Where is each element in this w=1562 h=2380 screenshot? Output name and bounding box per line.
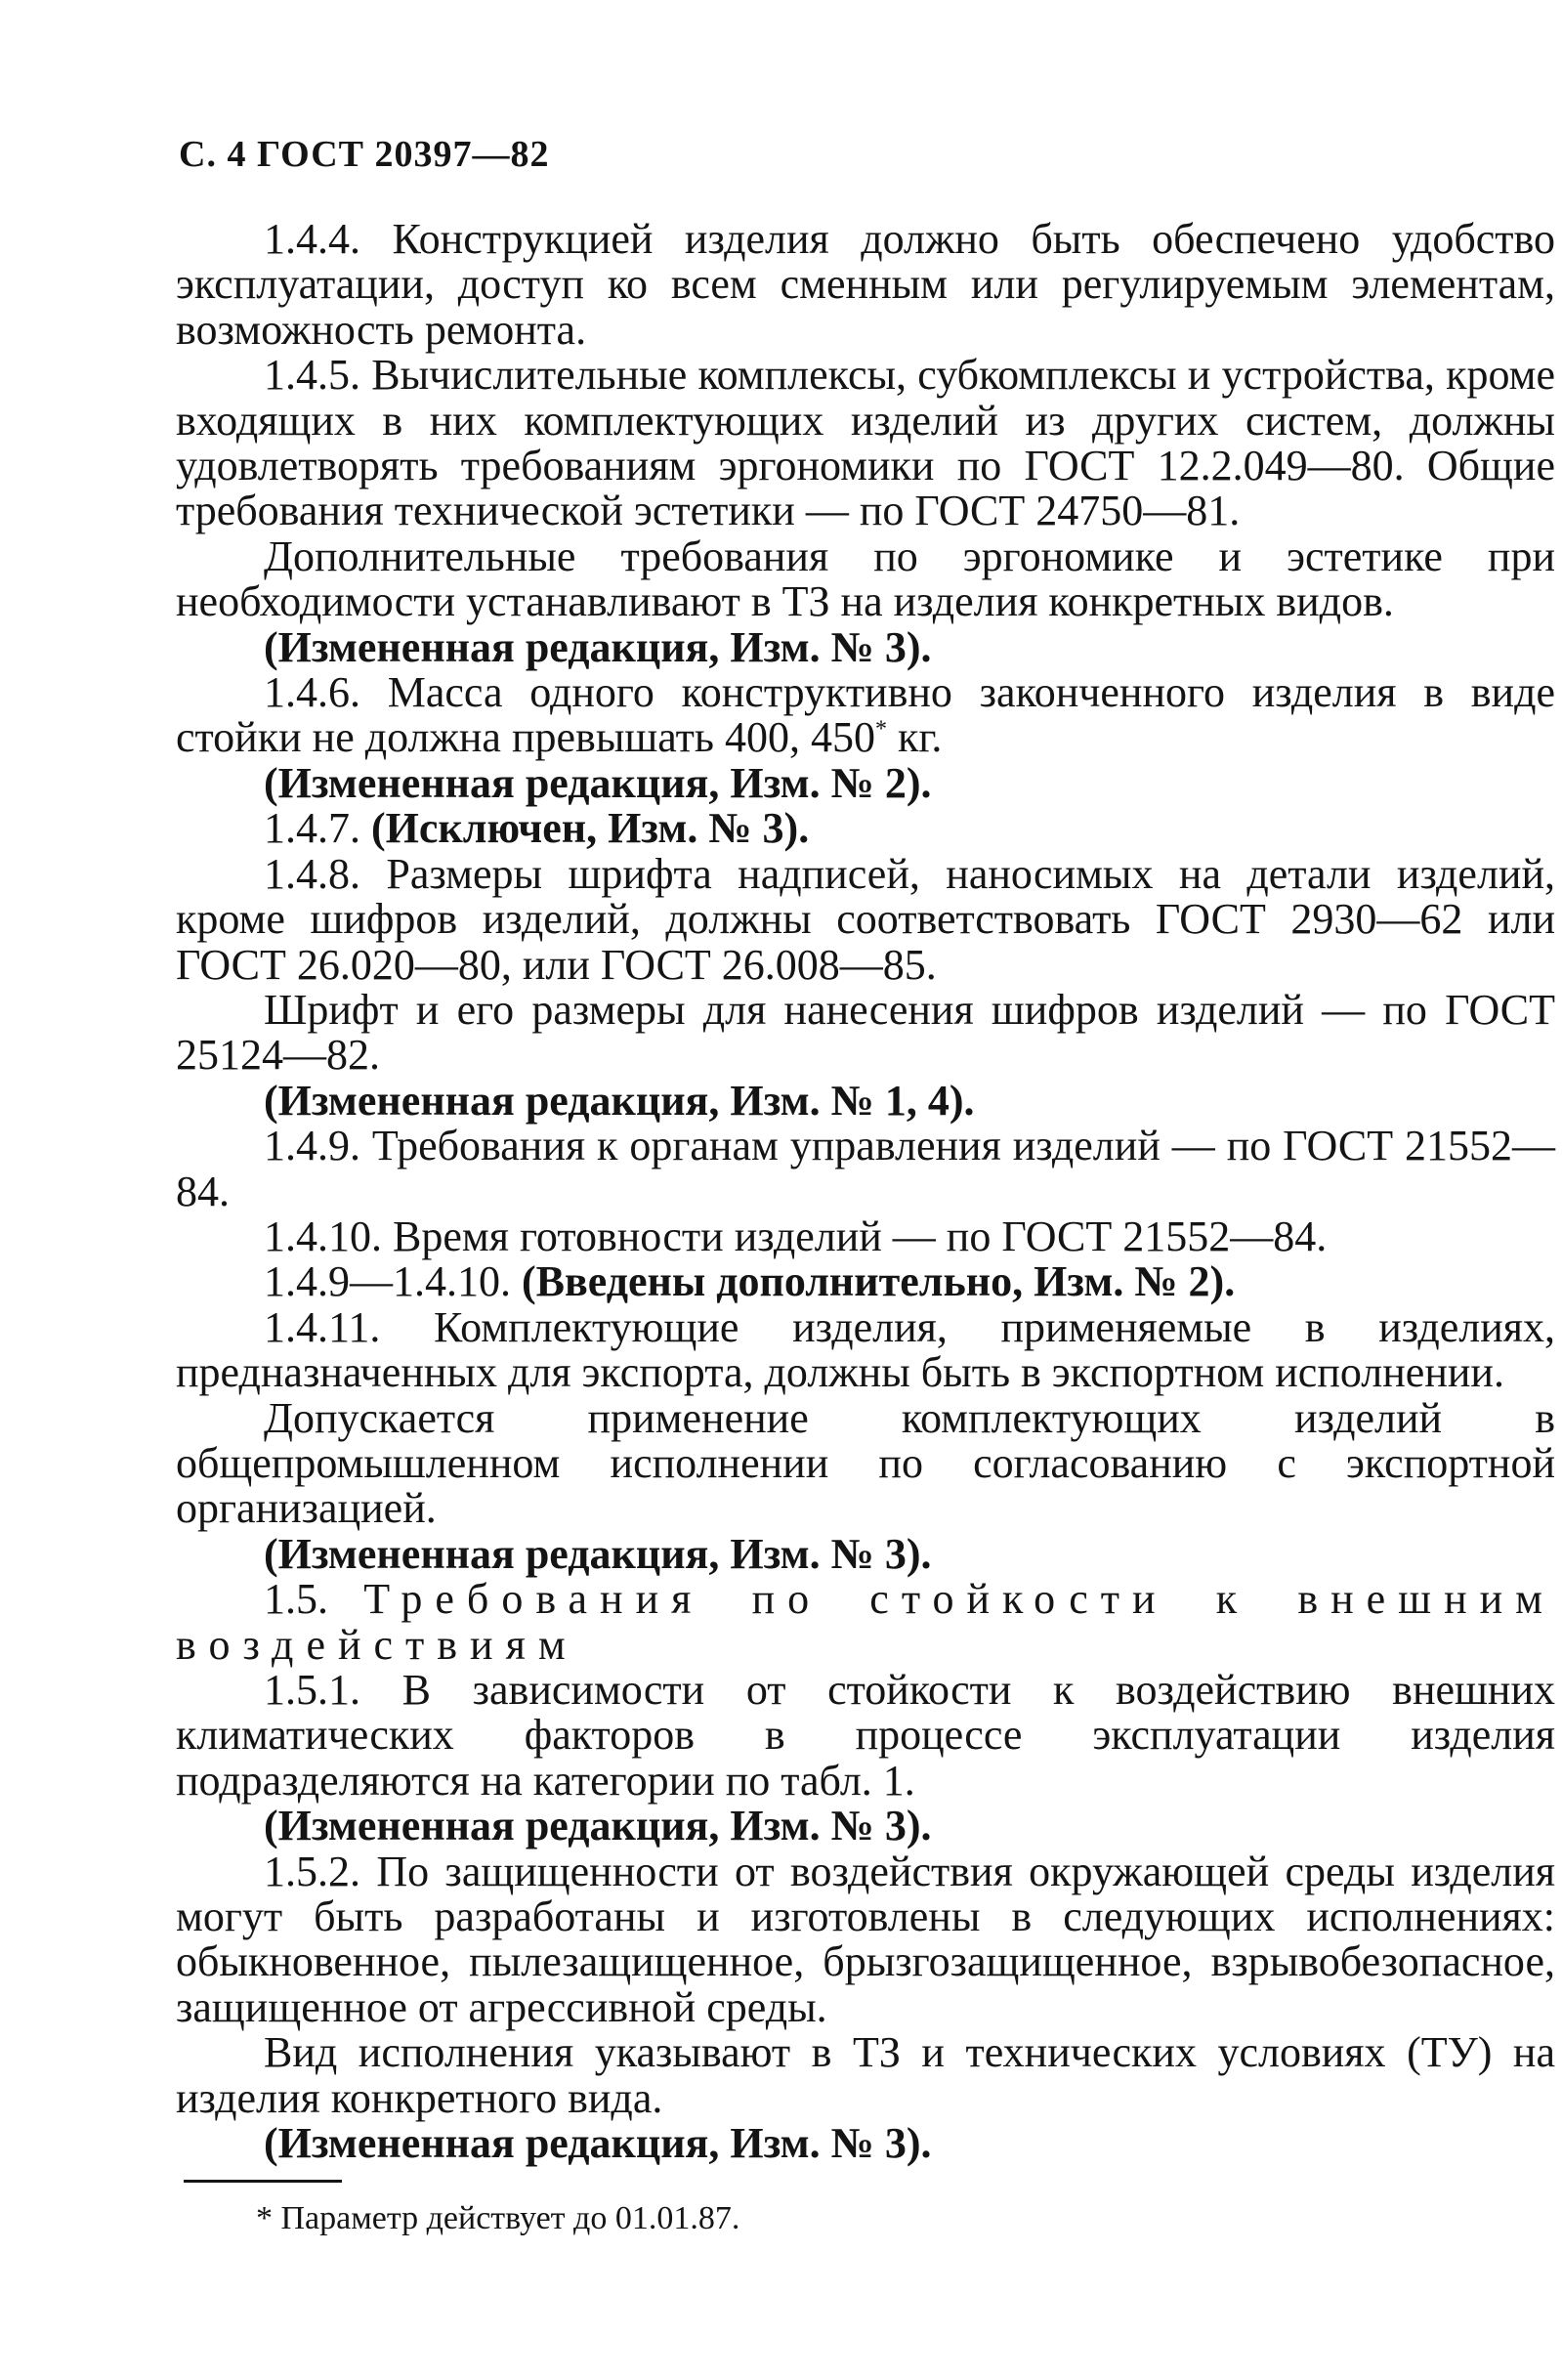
paragraph-1-5-1: 1.5.1. В зависимости от стойкости к воздействию внешних климатических факторов в процессе эксплуатации изделия подразделяются на категории по табл. 1. bbox=[176, 1666, 1555, 1805]
footnote-separator bbox=[184, 2180, 342, 2183]
amendment-note: (Измененная редакция, Изм. № 2). bbox=[264, 758, 932, 807]
paragraph-1-4-8: 1.4.8. Размеры шрифта надписей, наносимых на детали изделий, кроме шифров изделий, должны соответствовать ГОСТ 2930—62 или ГОСТ 26.020—80, или ГОСТ 26.008—85. bbox=[176, 849, 1555, 989]
paragraph-1-4-9: 1.4.9. Требования к органам управления изделий — по ГОСТ 21552—84. bbox=[176, 1122, 1555, 1215]
paragraph-number: 1.4.9—1.4.10. bbox=[264, 1257, 522, 1306]
amendment-note: (Измененная редакция, Изм. № 3). bbox=[264, 1802, 932, 1850]
amendment-note: (Измененная редакция, Изм. № 3). bbox=[264, 2119, 932, 2168]
paragraph-additional-requirements: Дополнительные требования по эргономике и эстетике при необходимости устанавливают в ТЗ на изделия конкретных видов. bbox=[176, 531, 1555, 626]
paragraph-font-sizes: Шрифт и его размеры для нанесения шифров изделий — по ГОСТ 25124—82. bbox=[176, 985, 1555, 1080]
amendment-note: (Измененная редакция, Изм. № 3). bbox=[264, 1529, 932, 1578]
section-title: Требования по стойкости к внешним воздействиям bbox=[176, 1575, 1556, 1669]
page-header: С. 4 ГОСТ 20397—82 bbox=[179, 134, 550, 175]
paragraph-1-4-9-10 bbox=[176, 1259, 1555, 1304]
paragraph-execution-type: Вид исполнения указывают в ТЗ и технических условиях (ТУ) на изделия конкретного вида. bbox=[176, 2028, 1555, 2122]
paragraph-1-4-4: 1.4.4. Конструкцией изделия должно быть обеспечено удобство эксплуатации, доступ ко всем сменным или регулируемым элементам, возможность ремонта. bbox=[176, 215, 1555, 354]
paragraph-1-4-5: 1.4.5. Вычислительные комплексы, субкомплексы и устройства, кроме входящих в них комплектующих изделий из других систем, должны удовлетворять требованиям эргономики по ГОСТ 12.2.049—80. Общие требования технической эстетики — по ГОСТ 24750—81. bbox=[176, 351, 1555, 535]
paragraph-1-4-7 bbox=[176, 806, 1555, 851]
paragraph-1-4-11: 1.4.11. Комплектующие изделия, применяемые в изделиях, предназначенных для экспорта, должны быть в экспортном исполнении. bbox=[176, 1302, 1555, 1397]
section-1-5-heading bbox=[176, 1577, 1555, 1668]
paragraph-1-4-6 bbox=[176, 670, 1555, 761]
paragraph-number: 1.4.7. bbox=[264, 804, 371, 853]
footnote: * Параметр действует до 01.01.87. bbox=[256, 2200, 740, 2236]
document-body bbox=[176, 217, 1555, 2166]
section-number: 1.5. bbox=[264, 1575, 364, 1624]
amendment-note: (Измененная редакция, Изм. № 3). bbox=[264, 622, 932, 671]
footnote-mark: * bbox=[874, 716, 887, 743]
paragraph-1-4-6-text: 1.4.6. Масса одного конструктивно законченного изделия в виде стойки не должна превышать 400, 450 bbox=[176, 668, 1555, 762]
paragraph-1-4-10: 1.4.10. Время готовности изделий — по ГОСТ 21552—84. bbox=[264, 1211, 1328, 1260]
paragraph-1-4-6-unit: кг. bbox=[886, 713, 943, 762]
paragraph-general-industrial: Допускается применение комплектующих изделий в общепромышленном исполнении по согласованию с экспортной организацией. bbox=[176, 1393, 1555, 1533]
excluded-note: (Исключен, Изм. № 3). bbox=[371, 804, 810, 853]
amendment-note: (Измененная редакция, Изм. № 1, 4). bbox=[264, 1076, 975, 1125]
introduced-note: (Введены дополнительно, Изм. № 2). bbox=[522, 1257, 1236, 1306]
paragraph-1-5-2: 1.5.2. По защищенности от воздействия окружающей среды изделия могут быть разработаны и изготовлены в следующих исполнениях: обыкновенное, пылезащищенное, брызгозащищенное, взрывобезопасное, защищенное от агрессивной среды. bbox=[176, 1847, 1555, 2031]
